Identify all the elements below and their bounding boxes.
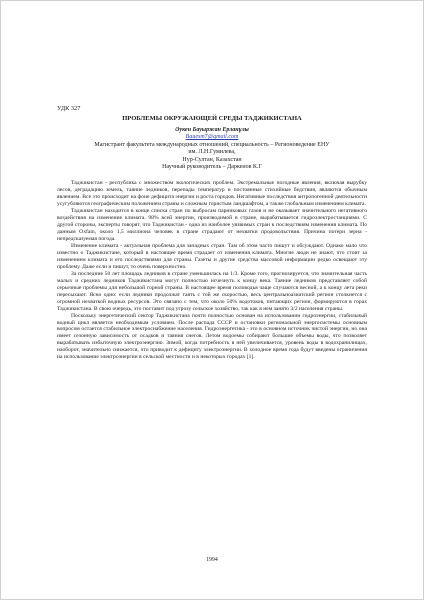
affiliation-line-1: Магистрант факультета международных отношений, специальность – Регионоведение ЕНУ [94, 141, 330, 148]
affiliation-line-3: Нур-Султан, Казахстан [182, 156, 242, 163]
author-email-line [57, 134, 367, 141]
paragraph-1: Таджикистан - республика с множеством экологических проблем. Экстремальные погодные явления, включая вырубку лесов, деградацию земель, таяние ледников, перепады температур и постоянные стихийные бедствия, являются обычным явлением. Все это происходит на фоне дефицита энергии и роста городов. Негативные последствия антропогенной деятельности усугубляются географическим положением страны и сложным гористым ландшафтом, а также глобальным изменением климата. [57, 180, 367, 208]
affiliation-line-2: им. Л.Н.Гумилева, [188, 149, 236, 156]
author-block [57, 127, 367, 171]
paragraph-4: За последние 50 лет площадь ледников в стране уменьшилась на 1/3. Кроме того, прогнозируется, что значительная часть малых и средних ледников Таджикистана могут полностью исчезнуть к концу века. Таяние ледников представляет собой серьезные проблемы для небольшой горной страны. В настоящее время половодья чаще случаются весной, а к концу лета реки пересыхают. Ясно одно: если ледники продолжат таять с той же скоростью, весь центральноазиатский регион столкнется с огромной нехваткой водных ресурсов. Это связано с тем, что около 50% водотоков, питающих регион, формируются в горах Таджикистана. В свою очередь, это поставит под угрозу сельское хозяйство, так как в нем занято 3/2 населения страны. [57, 270, 367, 312]
page-number: 1994 [206, 557, 218, 563]
author-email-link[interactable]: Bauesm7@gmail.com [185, 134, 239, 141]
paragraph-5: Поскольку энергетический сектор Таджикистана почти полностью основан на использовании гидроэнергии, стабильный водный цикл является необходимым условием. После распада СССР и остановки региональной энергосистемы основным вопросом остается стабильное электроснабжение населения. Гидроэнергетика - это в основном источник чистой энергии, но она имеет сезонную зависимость от осадков и таяния снегов. Летом водоемы собирают большие объемы воды, что позволяет вырабатывать избыточную электроэнергию. Зимой, когда потребность в ней увеличивается, уровень воды в водохранилищах, наоборот, значительно снижается, что приводит к дефициту электроэнергии. В холодное время года будут введены ограничения на использование электроэнергии в сельской местности и в некоторых городах [1]. [57, 312, 367, 361]
udk-code: УДК 327 [57, 105, 81, 112]
paragraph-2: Таджикистан находится в конце списка стран по выбросам парниковых газов и не оказывает значительного негативного воздействия на изменение климата. 98% всей энергии, производимой в стране, вырабатывается гидроэлектростанциями. С другой стороны, эксперты говорят, что Таджикистан - одна из наиболее уязвимых стран к последствиям изменения климата. По данным Oxfam, около 1,5 миллиона человек в стране страдают от нехватки продовольствия. Причина потери зерна - непредсказуемая погода. [57, 208, 367, 243]
article-body [57, 180, 367, 361]
article-title: ПРОБЛЕМЫ ОКРУЖАЮЩЕЙ СРЕДЫ ТАДЖИКИСТАНА [122, 115, 302, 122]
supervisor-line: Научный руководитель – Даркенов К.Г [162, 164, 262, 171]
author-name: Әукен Бауыржан Ерланұлы [175, 127, 249, 133]
paragraph-3: Изменение климата - актуальная проблема для западных стран. Там об этом часто пишут и обсуждают. Однако мало что известно о Таджикистане, который в настоящее время страдает от изменения климата. Многие люди не знают, что стоит за изменением климата и его последствиями для страны. Газеты и другие средства массовой информации редко освещают эту проблему. Даже если и пишут, то очень поверхностно. [57, 243, 367, 270]
